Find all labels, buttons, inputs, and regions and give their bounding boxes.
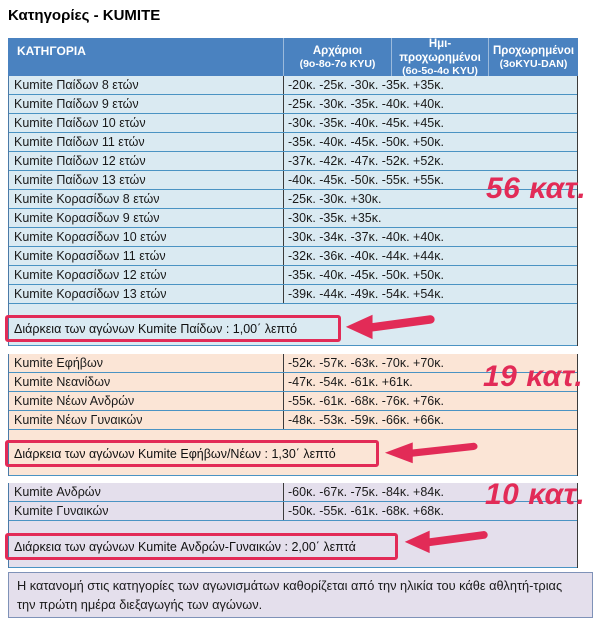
duration-note-andron: Διάρκεια των αγώνων Kumite Ανδρών-Γυναικών : 2,00΄ λεπτά <box>14 539 356 554</box>
header-advanced-subtitle: (3οKYU-DAN) <box>499 57 568 70</box>
weight-classes: -25κ. -30κ. -35κ. -40κ. +40κ. <box>283 95 577 113</box>
weight-classes: -37κ. -42κ. -47κ. -52κ. +52κ. <box>283 152 577 170</box>
table-row <box>9 392 577 411</box>
highlight-box <box>5 533 398 560</box>
category-label: Kumite Ανδρών <box>14 485 101 499</box>
red-arrow-icon <box>344 312 436 340</box>
category-label: Kumite Παίδων 10 ετών <box>14 116 146 130</box>
red-arrow-icon <box>403 528 489 554</box>
table-row <box>9 114 577 133</box>
category-label: Kumite Κορασίδων 9 ετών <box>14 211 160 225</box>
weight-classes: -39κ. -44κ. -49κ. -54κ. +54κ. <box>283 285 577 303</box>
table-row <box>9 285 577 304</box>
weight-classes: -50κ. -55κ. -61κ. -68κ. +68κ. <box>283 502 577 520</box>
header-semi-advanced-subtitle: (6ο-5ο-4ο KYU) <box>402 64 478 77</box>
page-title: Κατηγορίες - KUMITE <box>8 7 161 24</box>
weight-classes: -25κ. -30κ. +30κ. <box>283 190 577 208</box>
header-advanced-title: Προχωρημένοι <box>492 44 575 57</box>
weight-classes: -35κ. -40κ. -45κ. -50κ. +50κ. <box>283 266 577 284</box>
category-label: Kumite Παίδων 13 ετών <box>14 173 146 187</box>
table-row <box>9 152 577 171</box>
annotation-56-categories: 56 κατ. <box>486 172 587 205</box>
highlight-box <box>5 440 379 467</box>
table-row <box>9 247 577 266</box>
note-area-efivon <box>9 430 577 476</box>
category-label: Kumite Νέων Ανδρών <box>14 394 135 408</box>
header-semi-advanced <box>391 38 488 76</box>
category-label: Kumite Γυναικών <box>14 504 109 518</box>
section-paidon-korasidon <box>8 76 578 346</box>
category-label: Kumite Παίδων 9 ετών <box>14 97 139 111</box>
category-label: Kumite Νεανίδων <box>14 375 111 389</box>
category-label: Kumite Κορασίδων 12 ετών <box>14 268 167 282</box>
weight-classes: -47κ. -54κ. -61κ. +61κ. <box>283 373 577 391</box>
category-label: Kumite Παίδων 8 ετών <box>14 78 139 92</box>
note-area-paidon <box>9 304 577 346</box>
header-beginners <box>283 38 391 76</box>
category-label: Kumite Παίδων 11 ετών <box>14 135 145 149</box>
red-arrow-icon <box>383 440 479 464</box>
table-row <box>9 95 577 114</box>
annotation-10-categories: 10 κατ. <box>485 478 586 511</box>
category-label: Kumite Εφήβων <box>14 356 103 370</box>
category-label: Kumite Κορασίδων 11 ετών <box>14 249 166 263</box>
category-label: Kumite Κορασίδων 8 ετών <box>14 192 160 206</box>
header-advanced <box>488 38 578 76</box>
table-header-row <box>8 38 578 76</box>
category-label: Kumite Κορασίδων 13 ετών <box>14 287 167 301</box>
header-semi-advanced-title: Ημι-προχωρημένοι <box>399 37 481 64</box>
weight-classes: -48κ. -53κ. -59κ. -66κ. +66κ. <box>283 411 577 429</box>
table-row <box>9 133 577 152</box>
weight-classes: -30κ. -34κ. -37κ. -40κ. +40κ. <box>283 228 577 246</box>
table-row <box>9 209 577 228</box>
weight-classes: -20κ. -25κ. -30κ. -35κ. +35κ. <box>283 76 577 94</box>
weight-classes: -30κ. -35κ. +35κ. <box>283 209 577 227</box>
highlight-box <box>5 315 341 342</box>
duration-note-paidon: Διάρκεια των αγώνων Kumite Παίδων : 1,00΄ λεπτό <box>14 321 298 336</box>
table-row <box>9 228 577 247</box>
note-area-andron <box>9 521 577 568</box>
weight-classes: -32κ. -36κ. -40κ. -44κ. +44κ. <box>283 247 577 265</box>
weight-classes: -52κ. -57κ. -63κ. -70κ. +70κ. <box>283 354 577 372</box>
category-label: Kumite Κορασίδων 10 ετών <box>14 230 167 244</box>
table-row <box>9 266 577 285</box>
section-gap <box>8 346 578 354</box>
category-label: Kumite Νέων Γυναικών <box>14 413 143 427</box>
weight-classes: -35κ. -40κ. -45κ. -50κ. +50κ. <box>283 133 577 151</box>
duration-note-efivon: Διάρκεια των αγώνων Kumite Εφήβων/Νέων : 1,30΄ λεπτό <box>14 446 336 461</box>
weight-classes: -30κ. -35κ. -40κ. -45κ. +45κ. <box>283 114 577 132</box>
footer-paragraph: Η κατανομή στις κατηγορίες των αγωνισμάτων καθορίζεται από την ηλικία του κάθε αθλητή-τριας την πρώτη ημέρα διεξαγωγής των αγώνων. <box>8 572 593 618</box>
weight-classes: -40κ. -45κ. -50κ. -55κ. +55κ. <box>283 171 577 189</box>
category-label: Kumite Παίδων 12 ετών <box>14 154 146 168</box>
table-row <box>9 411 577 430</box>
weight-classes: -60κ. -67κ. -75κ. -84κ. +84κ. <box>283 483 577 501</box>
header-beginners-title: Αρχάριοι <box>312 44 363 57</box>
table-row <box>9 76 577 95</box>
weight-classes: -55κ. -61κ. -68κ. -76κ. +76κ. <box>283 392 577 410</box>
header-beginners-subtitle: (9ο-8ο-7ο KYU) <box>299 57 376 70</box>
header-category: ΚΑΤΗΓΟΡΙΑ <box>17 44 86 58</box>
annotation-19-categories: 19 κατ. <box>483 360 584 393</box>
